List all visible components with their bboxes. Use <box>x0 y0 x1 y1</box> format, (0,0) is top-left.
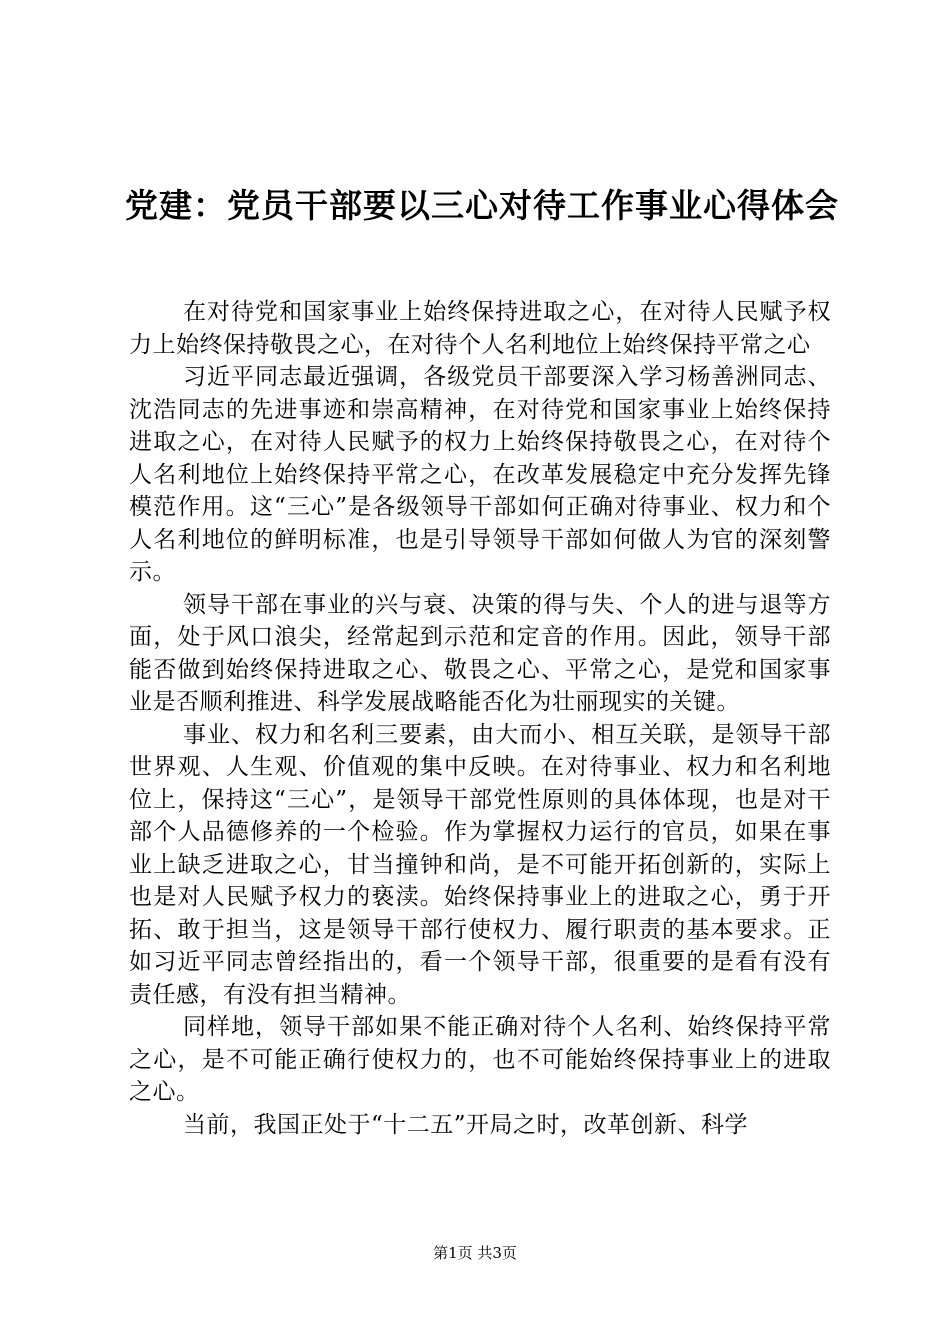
document-body <box>129 296 831 1141</box>
document-title: 党建：党员干部要以三心对待工作事业心得体会 <box>125 186 839 225</box>
page-number-footer: 第1页 共3页 <box>433 1244 517 1262</box>
paragraph-3: 领导干部在事业的兴与衰、决策的得与失、个人的进与退等方面，处于风口浪尖，经常起到示范和定音的作用。因此，领导干部能否做到始终保持进取之心、敬畏之心、平常之心，是党和国家事业是否顺利推进、科学发展战略能否化为壮丽现实的关键。 <box>129 591 831 715</box>
paragraph-2: 习近平同志最近强调，各级党员干部要深入学习杨善洲同志、沈浩同志的先进事迹和崇高精神，在对待党和国家事业上始终保持进取之心，在对待人民赋予的权力上始终保持敬畏之心，在对待个人名利地位上始终保持平常之心，在改革发展稳定中充分发挥先锋模范作用。这“三心”是各级领导干部如何正确对待事业、权力和个人名利地位的鲜明标准，也是引导领导干部如何做人为官的深刻警示。 <box>129 364 831 585</box>
paragraph-1: 在对待党和国家事业上始终保持进取之心，在对待人民赋予权力上始终保持敬畏之心，在对待个人名利地位上始终保持平常之心 <box>129 299 831 358</box>
paragraph-5: 同样地，领导干部如果不能正确对待个人名利、始终保持平常之心，是不可能正确行使权力的，也不可能始终保持事业上的进取之心。 <box>129 1014 831 1105</box>
paragraph-6: 当前，我国正处于“十二五”开局之时，改革创新、科学 <box>183 1111 749 1138</box>
paragraph-4: 事业、权力和名利三要素，由大而小、相互关联，是领导干部世界观、人生观、价值观的集中反映。在对待事业、权力和名利地位上，保持这“三心”，是领导干部党性原则的具体体现，也是对干部个人品德修养的一个检验。作为掌握权力运行的官员，如果在事业上缺乏进取之心，甘当撞钟和尚，是不可能开拓创新的，实际上也是对人民赋予权力的亵渎。始终保持事业上的进取之心，勇于开拓、敢于担当，这是领导干部行使权力、履行职责的基本要求。正如习近平同志曾经指出的，看一个领导干部，很重要的是看有没有责任感，有没有担当精神。 <box>129 721 831 1008</box>
